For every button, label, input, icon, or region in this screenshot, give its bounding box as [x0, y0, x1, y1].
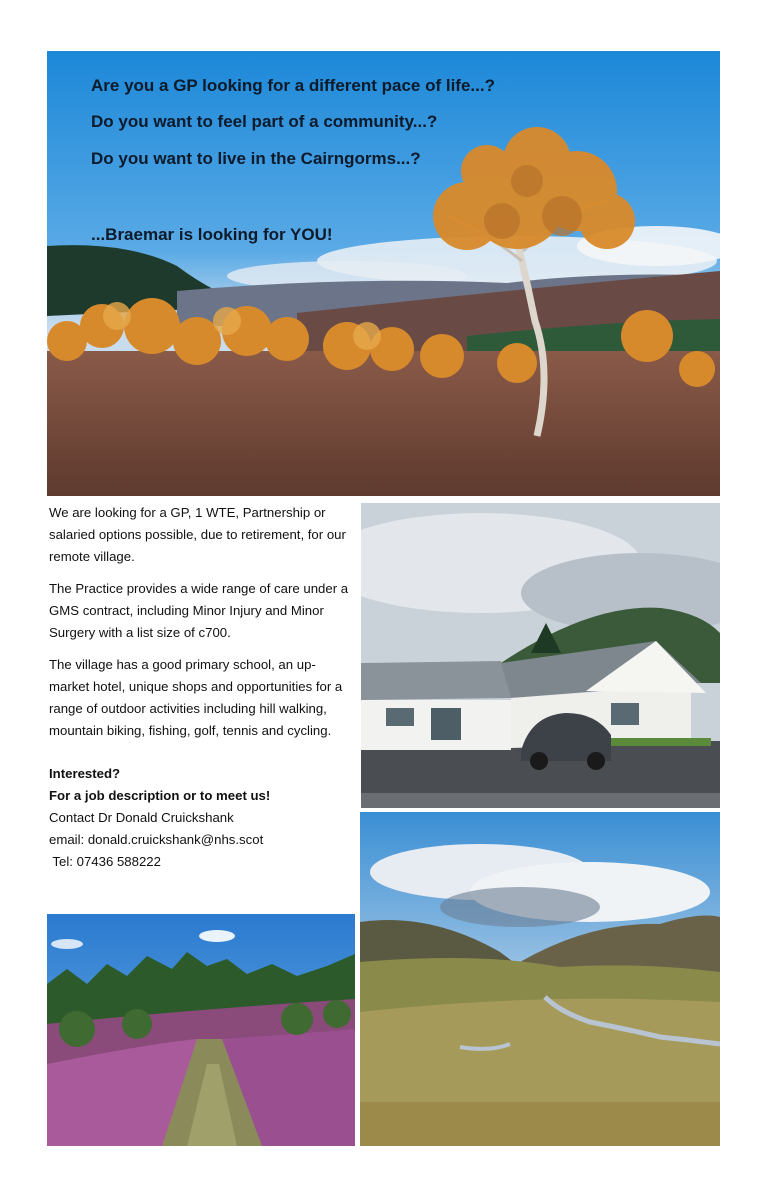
hero-tagline: ...Braemar is looking for YOU!: [91, 225, 333, 244]
surgery-image: [361, 503, 720, 808]
village-paragraph: The village has a good primary school, an up-market hotel, unique shops and opportunities for a range of outdoor activities including hill walking, mountain biking, fishing, golf, tennis and cycling.: [49, 657, 343, 738]
surgery-building-photo: [361, 503, 720, 808]
heather-path-photo: [47, 914, 355, 1146]
contact-subheading: For a job description or to meet us!: [49, 788, 271, 803]
practice-paragraph: The Practice provides a wide range of care under a GMS contract, including Minor Injury and Minor Surgery with a list size of c700.: [49, 581, 349, 640]
glen-valley-photo: [360, 812, 720, 1146]
heather-path-image: [47, 914, 355, 1146]
hero-question-community: Do you want to feel part of a community...?: [91, 112, 438, 131]
job-advert-text: [49, 502, 354, 873]
contact-name: Contact Dr Donald Cruickshank: [49, 810, 234, 825]
intro-paragraph: We are looking for a GP, 1 WTE, Partnership or salaried options possible, due to retirement, for our remote village.: [49, 505, 346, 564]
glen-image: [360, 812, 720, 1146]
contact-block: [49, 763, 354, 873]
contact-heading: Interested?: [49, 766, 121, 781]
contact-phone[interactable]: Tel: 07436 588222: [49, 854, 161, 869]
contact-email[interactable]: email: donald.cruickshank@nhs.scot: [49, 832, 264, 847]
hero-question-pace: Are you a GP looking for a different pace of life...?: [91, 76, 495, 95]
hero-photo-cairngorms: [47, 51, 720, 496]
hero-question-cairngorms: Do you want to live in the Cairngorms...?: [91, 149, 421, 168]
